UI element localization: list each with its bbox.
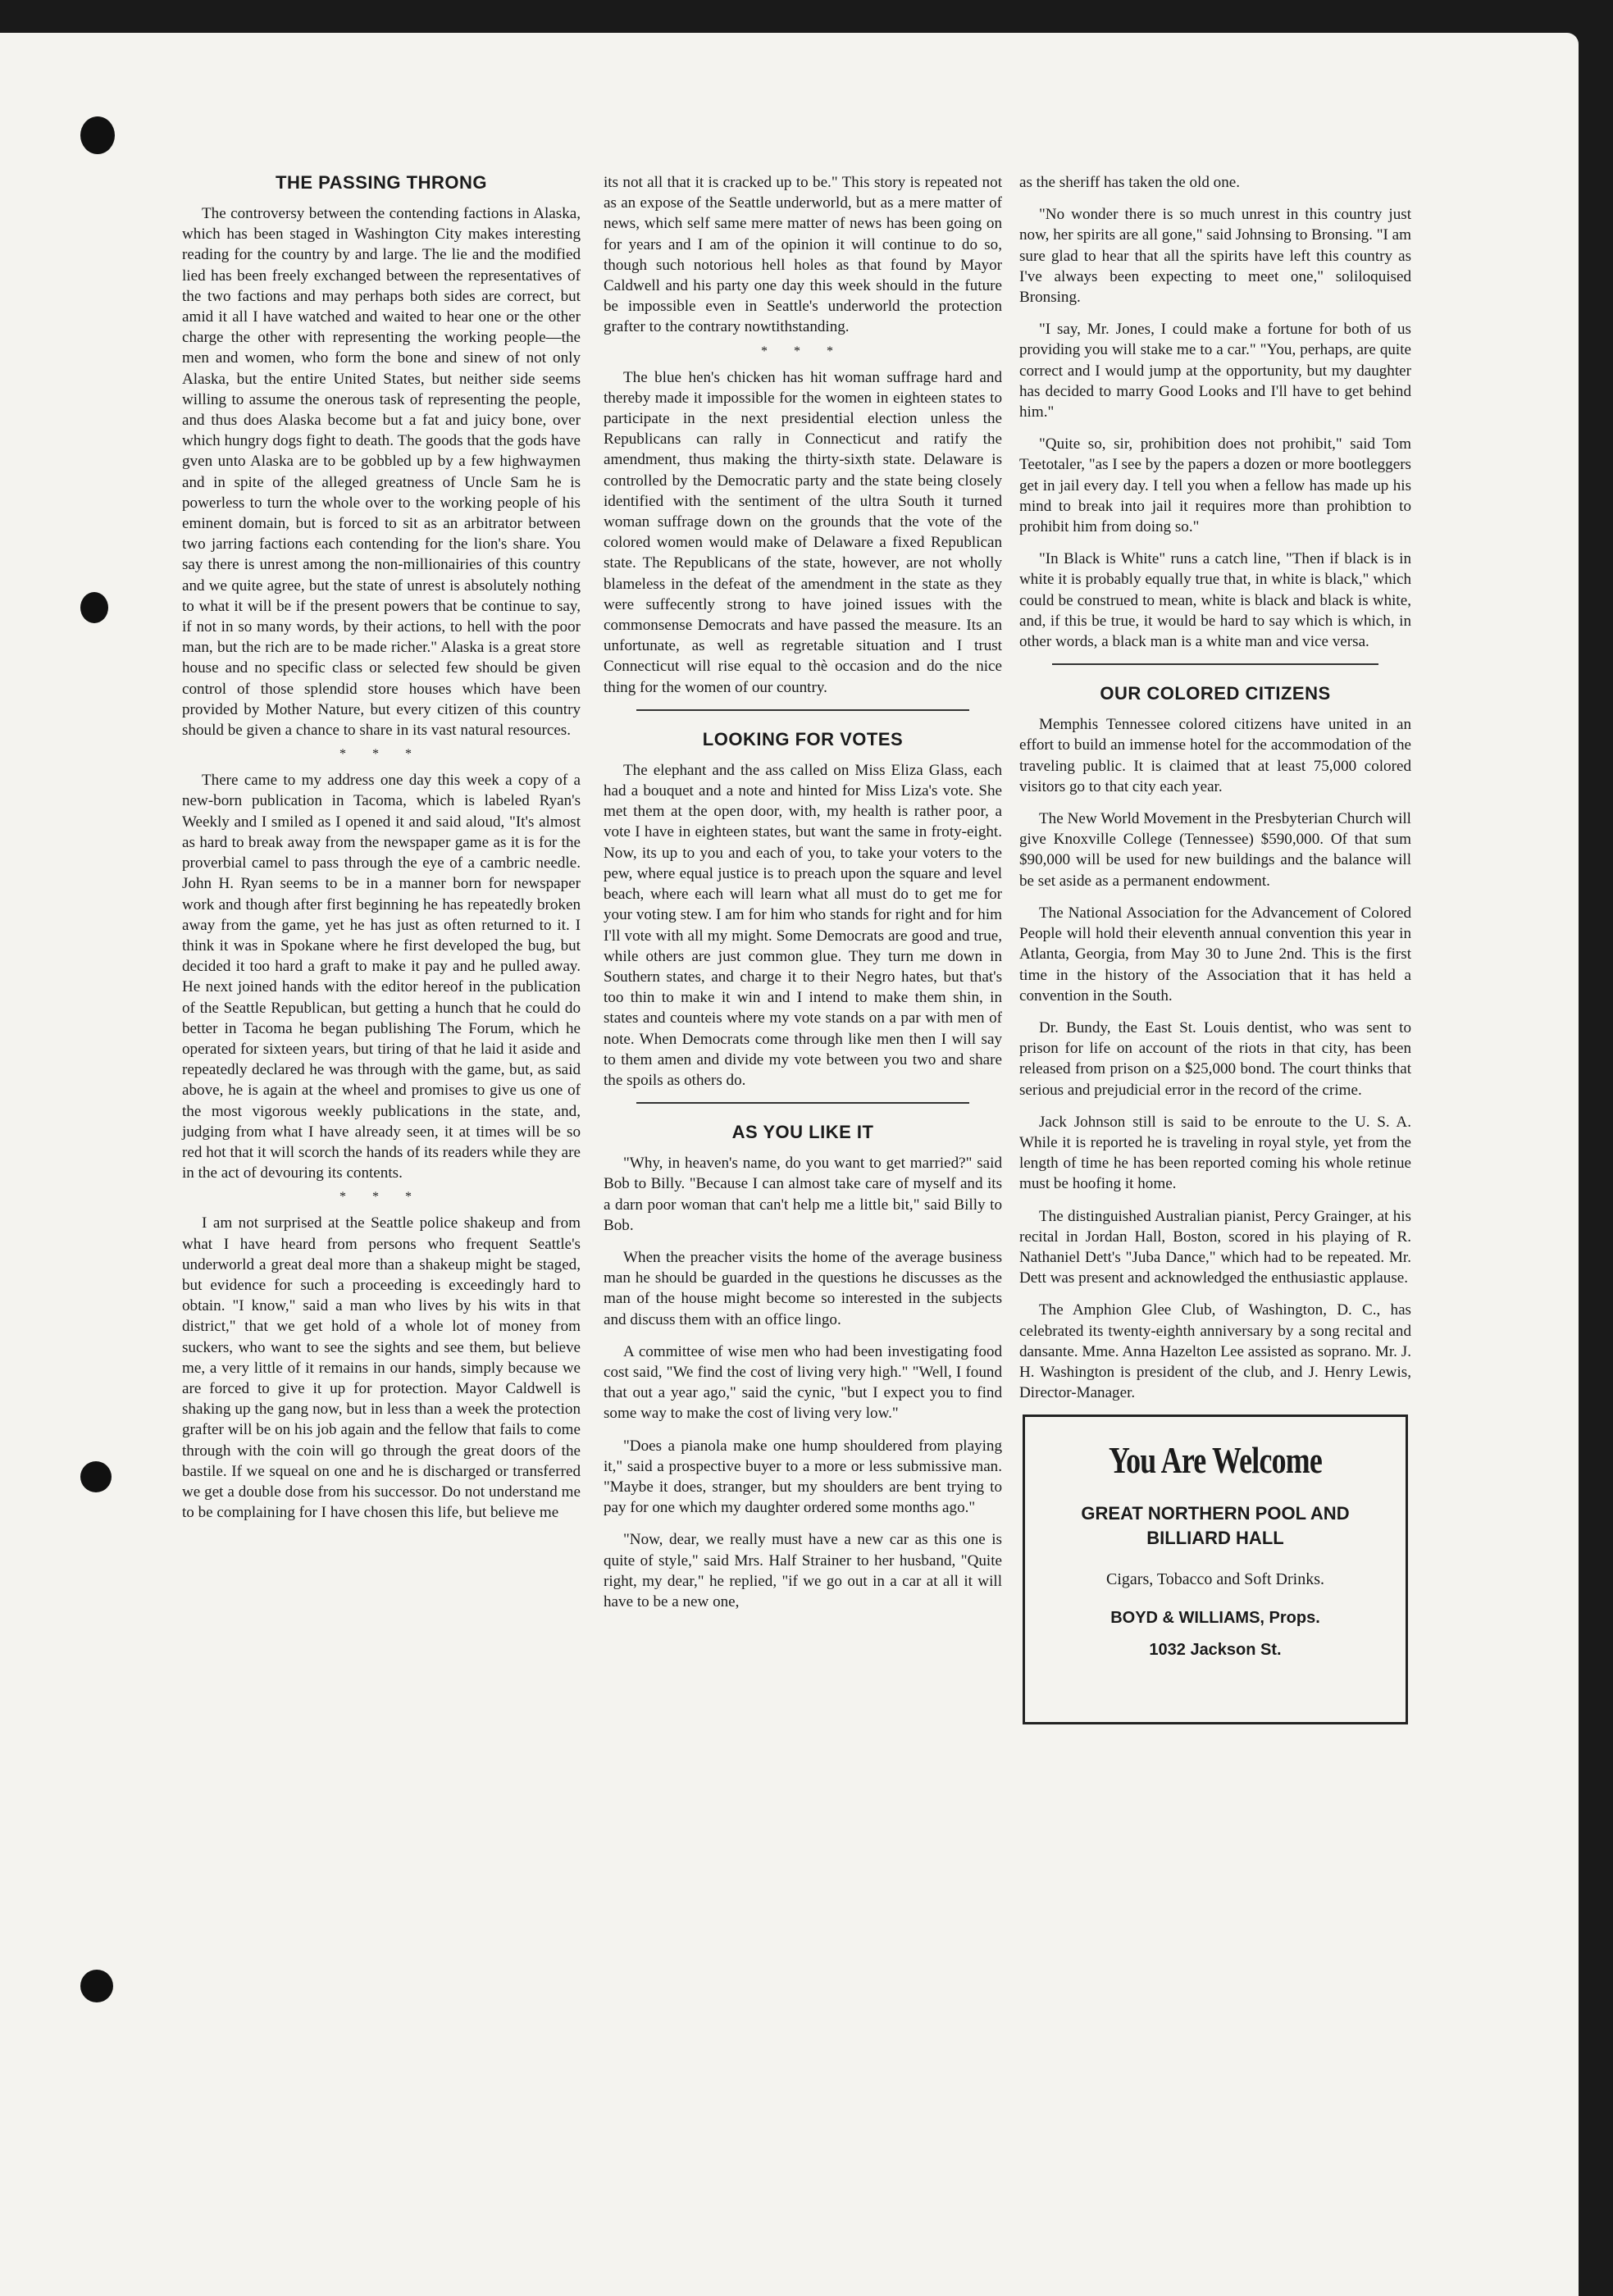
article-paragraph: "No wonder there is so much unrest in this country just now, her spirits are all gone," said Johnsing to Bronsing. "I am sure glad to hear that all the spirits have left this country as I've always been expecting to meet one," soliloquised Bronsing. bbox=[1019, 206, 1411, 307]
ad-proprietors: BOYD & WILLIAMS, Props. bbox=[1110, 1609, 1320, 1628]
headline-as-you-like-it: AS YOU LIKE IT bbox=[731, 1122, 874, 1143]
ad-address: 1032 Jackson St. bbox=[1149, 1641, 1282, 1660]
article-paragraph: The elephant and the ass called on Miss Eliza Glass, each had a bouquet and a note and hinted for Miss Liza's vote. She met them at the open door, with, my health is rather poor, a vote I have in eighteen states, but want the same in froty-eight. Now, its up to you and each of you, to take your voters to the pew, where equal justice is to preach upon the square and level beach, where each will learn what all must do to get me for your voting stew. I am for him who stands for right and for him I'll vote with all my might. Some Democrats are good and true, while others are just common glue. They turn me down in Southern states, and charge it to their Negro hates, but that's too thin to make it win and I intend to make them shin, in states and counteis where my vote stands on a par with men of note. When Democrats come through like men then I will say to them amen and divide my vote between you two and share the spoils as others do. bbox=[604, 761, 1002, 1089]
column-2 bbox=[604, 172, 1002, 1624]
article-paragraph: "Does a pianola make one hump shouldered from playing it," said a prospective buyer to a more or less submissive man. "Maybe it does, stranger, but my shoulders are bent trying to pay for one which my daughter ordered some months ago." bbox=[604, 1437, 1002, 1517]
headline-passing-throng: THE PASSING THRONG bbox=[276, 172, 487, 193]
article-paragraph: The New World Movement in the Presbyterian Church will give Knoxville College (Tennessee) $590,000. Of that sum $90,000 will be used for new buildings and the balance will be set aside as a permanent endowment. bbox=[1019, 810, 1411, 890]
binding-hole bbox=[80, 1461, 112, 1492]
article-paragraph: The distinguished Australian pianist, Percy Grainger, at his recital in Jordan Hall, Boston, scored in his playing of R. Nathaniel Dett's "Juba Dance," which had to be repeated. Mr. Dett was present and acknowledged the enthusiastic applause. bbox=[1019, 1207, 1411, 1287]
article-paragraph: Jack Johnson still is said to be enroute to the U. S. A. While it is reported he is traveling in royal style, yet from the length of time he has been reported coming his whole retinue must be hoofing it home. bbox=[1019, 1113, 1411, 1193]
article-paragraph: When the preacher visits the home of the average business man he should be guarded in the questions he discusses as the man of the house might become so interested in the subjects and discuss them with an office lingo. bbox=[604, 1248, 1002, 1328]
article-paragraph: as the sheriff has taken the old one. bbox=[1019, 174, 1240, 191]
article-paragraph: "Why, in heaven's name, do you want to get married?" said Bob to Billy. "Because I can almost take care of myself and its a darn poor woman that can't help me a little bit," said Billy to Bob. bbox=[604, 1155, 1002, 1234]
article-paragraph: The blue hen's chicken has hit woman suffrage hard and thereby made it impossible for the women in eighteen states to participate in the next presidential election unless the Republicans can rally in Connecticut and ratify the amendment, thus making the thirty-sixth state. Delaware is controlled by the Democratic party and the state being closely identified with the sentiment of the ultra South it turned woman suffrage down on the grounds that the vote of the colored women would make of Delaware a fixed Republican state. The Republicans of the state, however, are not wholly blameless in the defeat of the amendment in the state as they were suffecently strong to have joined issues with the commonsense Democrats and have passed the measure. Its an unfortunate, as well as regretable situation and I trust Connecticut will rise equal to thè occasion and do the nice thing for the women of our country. bbox=[604, 368, 1002, 696]
article-paragraph: Memphis Tennessee colored citizens have united in an effort to build an immense hotel for the accommodation of the traveling public. It is claimed that at least 75,000 colored visitors go to that city each year. bbox=[1019, 716, 1411, 795]
article-paragraph: The National Association for the Advancement of Colored People will hold their eleventh annual convention this year in Atlanta, Georgia, from May 30 to June 2nd. This is the first time in the history of the Association that it has held a convention in the South. bbox=[1019, 904, 1411, 1004]
section-separator: * * * bbox=[339, 747, 423, 762]
headline-looking-for-votes: LOOKING FOR VOTES bbox=[702, 728, 904, 749]
article-paragraph: The controversy between the contending factions in Alaska, which has been staged in Washington City makes interesting reading for the country by and large. The lie and the modified lied has been freely exchanged between the representatives of the two factions and may perhaps both sides are correct, but amid it all I have watched and waited to hear one or the other charge the other with representing the working people—the men and women, who form the bone and sinew of not only Alaska, but the entire United States, but neither side seems willing to assume the onerous task of representing the people, and thus does Alaska become but a fat and juicy bone, over which hungry dogs fight to death. The goods that the gods have gven unto Alaska are to be gobbled up by a few highwaymen and in spite of the alleged greatness of Uncle Sam he is powerless to turn the whole over to the working people of his eminent domain, but is forced to sit as an arbitrator between two jarring factions each contending for the lion's share. You say there is unrest among the non-millionairies of this country and we quite agree, but the state of unrest is absolutely nothing to what it will be if the present powers that be continue to say, if not in so many words, by their actions, to hell with the poor man, but the rich are to be made richer." Alaska is a great store house and no specific class or selected few should be given control of those splendid store houses which have been provided by Mother Nature, but every citizen of this country should be given a chance to share in its vast natural resources. bbox=[182, 205, 581, 740]
advertisement-box bbox=[1023, 1414, 1408, 1724]
ad-title: You Are Welcome bbox=[1108, 1439, 1323, 1482]
binding-hole bbox=[80, 116, 115, 154]
binding-hole bbox=[80, 1970, 113, 2002]
article-paragraph: "In Black is White" runs a catch line, "Then if black is in white it is probably equally true that, in white is black," which could be construed to mean, white is black and black is white, and, if this be true, it would be hard to say which is which, in other words, a black man is a white man and vice versa. bbox=[1019, 550, 1411, 651]
divider bbox=[636, 1102, 969, 1104]
article-paragraph: its not all that it is cracked up to be." This story is repeated not as an expose of the Seattle underworld, but as a mere matter of news, which self same mere matter of news has been going on for years and I am of the opinion it will continue to do so, though such notorious hell holes as that found by Mayor Caldwell and his party one day this week should in the future be impossible even in Seattle's underworld the protection grafter to the contrary nowtithstanding. bbox=[604, 174, 1002, 336]
column-3 bbox=[1019, 172, 1411, 1724]
column-1 bbox=[182, 172, 581, 1534]
article-paragraph: "I say, Mr. Jones, I could make a fortune for both of us providing you will stake me to a car." "You, perhaps, are quite correct and I would jump at the opportunity, but my daughter has decided to marry Good Looks and I'll have to get behind him." bbox=[1019, 321, 1411, 421]
article-paragraph: There came to my address one day this week a copy of a new-born publication in Tacoma, which is labeled Ryan's Weekly and I smiled as I opened it and said aloud, "It's almost as hard to break away from the newspaper game as it is for the proverbial camel to pass through the eye of a cambric needle. John H. Ryan seems to be in a manner born for newspaper work and though after first beginning he has repeatedly broken away from the game, yet he has just as often returned to it. I think it was in Spokane where he first developed the bug, but decided it too hard a graft to make it pay and he pulled away. He next joined hands with the editor hereof in the publication of the Seattle Republican, but getting a hunch that he could do better in Tacoma he began publishing The Forum, which he operated for sixteen years, but tiring of that he laid it aside and repeatedly declared he was through with the game, but, as said above, he is again at the wheel and promises to give us one of the most vigorous weekly publications in the state, and, judging from what I have already seen, it at times will be so red hot that it will scorch the hands of its readers while they are in the act of devouring its contents. bbox=[182, 772, 581, 1182]
binding-hole bbox=[80, 592, 108, 623]
article-paragraph: "Quite so, sir, prohibition does not prohibit," said Tom Teetotaler, "as I see by the papers a dozen or more bootleggers get in jail every day. I tell you when a fellow has made up his mind to break into jail it requires more than prohibtion to prohibit him from doing so." bbox=[1019, 435, 1411, 536]
section-separator: * * * bbox=[339, 1190, 423, 1205]
article-paragraph: Dr. Bundy, the East St. Louis dentist, who was sent to prison for life on account of the riots in that city, has been released from prison on a $25,000 bond. The court thinks that serious and prejudicial error in the record of the crime. bbox=[1019, 1018, 1411, 1099]
section-separator: * * * bbox=[761, 344, 845, 358]
ad-business-line: BILLIARD HALL bbox=[1146, 1528, 1284, 1549]
article-paragraph: A committee of wise men who had been investigating food cost said, "We find the cost of living very high." "Well, I found that out a year ago," said the cynic, "but I expect you to find some way to make the cost of living very low." bbox=[604, 1342, 1002, 1423]
divider bbox=[636, 709, 969, 711]
ad-business-name bbox=[1033, 1501, 1397, 1551]
ad-business-line: GREAT NORTHERN POOL AND bbox=[1081, 1503, 1350, 1524]
article-paragraph: The Amphion Glee Club, of Washington, D. C., has celebrated its twenty-eighth anniversary by a song recital and dansante. Mme. Anna Hazelton Lee assisted as soprano. Mr. J. H. Washington is president of the club, and J. Henry Lewis, Director-Manager. bbox=[1019, 1301, 1411, 1402]
headline-our-colored-citizens: OUR COLORED CITIZENS bbox=[1100, 683, 1331, 704]
newspaper-page bbox=[0, 33, 1579, 2296]
article-paragraph: I am not surprised at the Seattle police shakeup and from what I have heard from persons who frequent Seattle's underworld a great deal more than a shakeup might be staged, but evidence for such a proceeding is exceedingly hard to obtain. "I know," said a man who lives by his wits in that district," that we get hold of a whole lot of money from suckers, who want to see the sights and see them, but believe me, a very little of it remains in our hands, simply because we are forced to give it up for protection. Mayor Caldwell is shaking up the gang now, but in less than a week the protection grafter will be on his job again and the fellow that fails to come through with the coin will go through the great doors of the bastile. If we squeal on one and he is discharged or transferred we get a double dose from his successor. Do not understand me to be complaining for I have chosen this life, but believe me bbox=[182, 1214, 581, 1522]
ad-goods: Cigars, Tobacco and Soft Drinks. bbox=[1106, 1570, 1324, 1589]
article-paragraph: "Now, dear, we really must have a new car as this one is quite of style," said Mrs. Half Strainer to her husband, "Quite right, my dear," he replied, "if we go out in a car at all it will have to be a new one, bbox=[604, 1531, 1002, 1610]
divider bbox=[1052, 663, 1378, 665]
